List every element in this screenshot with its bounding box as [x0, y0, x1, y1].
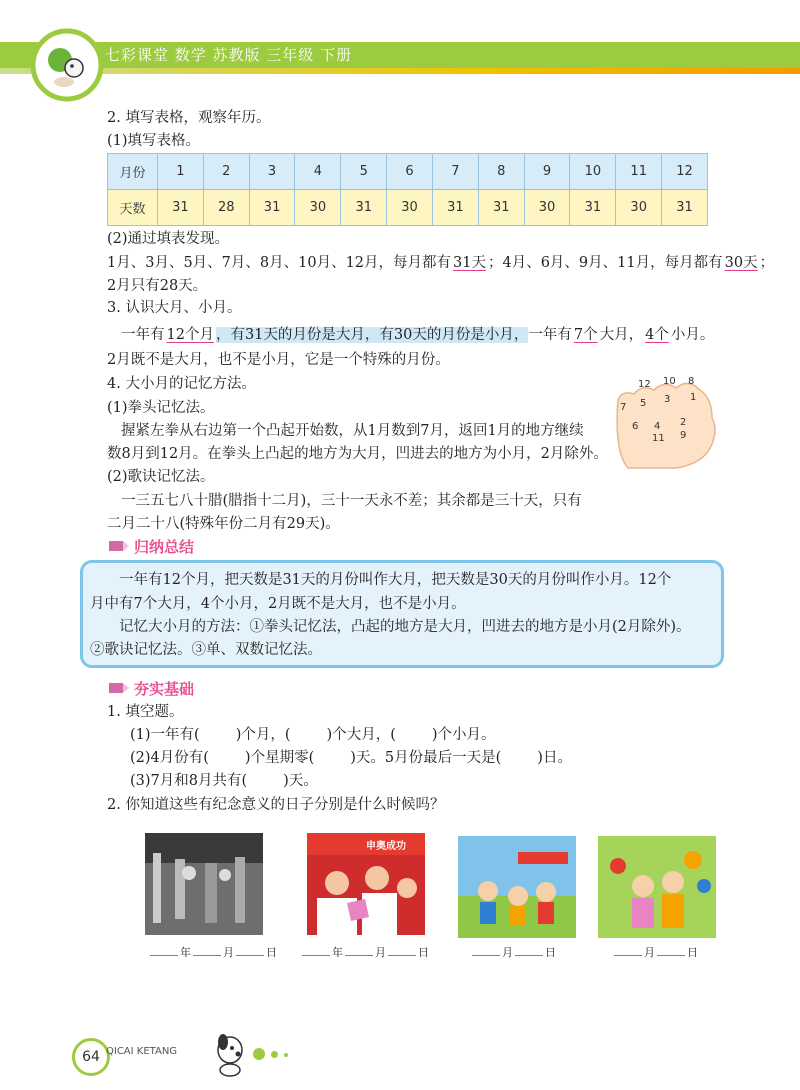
section2-heading: 2. 填写表格，观察年历。	[107, 110, 271, 126]
date-unit: 月	[644, 946, 655, 959]
summary-line: ②歌诀记忆法。③单、双数记忆法。	[90, 642, 322, 658]
date-unit: 月	[375, 946, 386, 959]
date-answer-2[interactable]	[300, 944, 429, 960]
answer-blank: 12个月	[166, 327, 214, 343]
table-cell: 7	[432, 154, 478, 190]
hand-number: 2	[680, 417, 687, 428]
photo-founding-ceremony	[145, 833, 263, 935]
table-row	[108, 154, 708, 190]
question-2: 2. 你知道这些有纪念意义的日子分别是什么时候吗？	[107, 797, 445, 813]
para-text: 一年有	[528, 327, 572, 343]
date-unit: 月	[502, 946, 513, 959]
table-cell: 31	[158, 190, 204, 226]
pencil-icon	[108, 540, 130, 552]
hand-number: 11	[652, 433, 665, 444]
table-cell: 6	[387, 154, 433, 190]
date-unit: 日	[545, 946, 556, 959]
table-cell: 10	[570, 154, 616, 190]
question-text: )个小月。	[431, 727, 496, 743]
question-1: 1. 填空题。	[107, 704, 184, 720]
answer-blank[interactable]	[515, 955, 543, 956]
section4-heading: 4. 大小月的记忆方法。	[107, 376, 256, 392]
question-text: )个大月，(	[326, 727, 396, 743]
question-text: (1)一年有(	[130, 727, 200, 743]
answer-blank[interactable]	[236, 955, 264, 956]
answer-blank[interactable]	[472, 955, 500, 956]
summary-line: 记忆大小月的方法：①拳头记忆法，凸起的地方是大月，凹进去的地方是小月(2月除外)。	[119, 619, 691, 635]
para-text: 大月，	[599, 327, 644, 343]
table-header-month: 月份	[108, 154, 158, 190]
date-unit: 日	[687, 946, 698, 959]
question-text: (3)7月和8月共有(	[130, 773, 248, 789]
hand-number: 8	[688, 376, 695, 387]
summary-title: 归纳总结	[134, 538, 195, 556]
table-cell: 30	[616, 190, 662, 226]
practice-title: 夯实基础	[134, 680, 195, 698]
finding-text: 1月、3月、5月、7月、8月、10月、12月，每月都有	[107, 255, 452, 271]
dog-mascot-icon	[210, 1032, 250, 1078]
question-text: )个星期零(	[244, 750, 315, 766]
pencil-icon	[108, 682, 130, 694]
table-cell: 12	[662, 154, 708, 190]
section4-para2: 数8月到12月。在拳头上凸起的地方为大月，凹进去的地方为小月，2月除外。	[107, 446, 608, 462]
answer-blank[interactable]	[193, 955, 221, 956]
footer-brand: QICAI KETANG	[106, 1046, 178, 1057]
table-cell: 30	[295, 190, 341, 226]
question-text: )天。5月份最后一天是(	[350, 750, 502, 766]
table-cell: 1	[158, 154, 204, 190]
table-cell: 31	[249, 190, 295, 226]
answer-blank[interactable]	[302, 955, 330, 956]
hand-number: 6	[632, 421, 639, 432]
answer-blank: 31天	[453, 255, 486, 271]
question-text: )日。	[537, 750, 572, 766]
hand-number: 12	[638, 379, 651, 390]
section2-sub2: (2)通过填表发现。	[107, 231, 230, 247]
question-text: )个月，(	[235, 727, 291, 743]
date-answer-4[interactable]	[612, 944, 698, 960]
date-unit: 日	[266, 946, 277, 959]
question-text: )天。	[283, 773, 318, 789]
table-cell: 28	[203, 190, 249, 226]
section4-sub1: (1)拳头记忆法。	[107, 400, 215, 416]
date-unit: 年	[180, 946, 191, 959]
section4-para4: 二月二十八(特殊年份二月有29天)。	[107, 516, 340, 532]
photo-childrens-day-cartoon	[598, 836, 716, 938]
table-cell: 31	[570, 190, 616, 226]
header-stripe	[0, 68, 800, 74]
hand-number: 7	[620, 402, 627, 413]
date-answer-1[interactable]	[148, 944, 277, 960]
answer-blank: 4个	[645, 327, 669, 343]
summary-line: 一年有12个月，把天数是31天的月份叫作大月，把天数是30天的月份叫作小月。12个	[119, 572, 672, 588]
finding-line-2: 2月只有28天。	[107, 278, 208, 294]
table-header-days: 天数	[108, 190, 158, 226]
hand-number: 4	[654, 421, 661, 432]
finding-text: ；4月、6月、9月、11月，每月都有	[487, 255, 723, 271]
table-cell: 30	[524, 190, 570, 226]
answer-blank: 7个	[573, 327, 598, 343]
hand-number: 3	[664, 394, 671, 405]
answer-blank[interactable]	[150, 955, 178, 956]
highlight-text: ，有31天的月份是大月，有30天的月份是小月，	[215, 327, 529, 343]
finding-line	[107, 253, 774, 273]
table-cell: 31	[478, 190, 524, 226]
hand-number: 1	[690, 392, 697, 403]
para-text: 一年有	[121, 327, 165, 343]
section3-para1	[121, 325, 714, 345]
table-cell: 31	[341, 190, 387, 226]
hand-number: 10	[663, 376, 676, 387]
table-cell: 11	[616, 154, 662, 190]
months-table	[107, 153, 708, 226]
answer-blank[interactable]	[614, 955, 642, 956]
table-cell: 30	[387, 190, 433, 226]
table-cell: 5	[341, 154, 387, 190]
hand-number: 5	[640, 398, 647, 409]
mascot-logo-icon	[30, 28, 104, 102]
table-cell: 8	[478, 154, 524, 190]
table-cell: 2	[203, 154, 249, 190]
photo-banner-text: 申奥成功	[366, 841, 406, 852]
answer-blank: 30天	[724, 255, 758, 271]
date-answer-3[interactable]	[470, 944, 556, 960]
photo-teachers-day-cartoon	[458, 836, 576, 938]
answer-blank[interactable]	[388, 955, 416, 956]
dot	[253, 1048, 265, 1060]
table-cell: 4	[295, 154, 341, 190]
para-text: 小月。	[670, 327, 715, 343]
question-1-3	[130, 771, 318, 791]
table-cell: 31	[432, 190, 478, 226]
table-cell: 9	[524, 154, 570, 190]
page-number: 64	[72, 1038, 110, 1076]
question-1-1	[130, 725, 496, 745]
date-unit: 年	[332, 946, 343, 959]
section3-para2: 2月既不是大月，也不是小月，它是一个特殊的月份。	[107, 352, 450, 368]
section4-para3: 一三五七八十腊(腊指十二月)，三十一天永不差；其余都是三十天，只有	[121, 493, 582, 509]
question-text: (2)4月份有(	[130, 750, 209, 766]
question-1-2	[130, 748, 572, 768]
section2-sub1: (1)填写表格。	[107, 133, 201, 149]
section4-para1: 握紧左拳从右边第一个凸起开始数，从1月数到7月，返回1月的地方继续	[121, 423, 584, 439]
hand-number: 9	[680, 430, 687, 441]
fist-illustration	[608, 372, 728, 472]
table-row	[108, 190, 708, 226]
date-unit: 日	[418, 946, 429, 959]
section3-heading: 3. 认识大月、小月。	[107, 300, 242, 316]
header-title: 七彩课堂 数学 苏教版 三年级 下册	[105, 46, 353, 64]
dot	[271, 1051, 278, 1058]
answer-blank[interactable]	[657, 955, 685, 956]
dot	[284, 1053, 288, 1057]
section4-sub2: (2)歌诀记忆法。	[107, 469, 215, 485]
answer-blank[interactable]	[345, 955, 373, 956]
date-unit: 月	[223, 946, 234, 959]
finding-text: ；	[759, 255, 775, 271]
table-cell: 31	[662, 190, 708, 226]
table-cell: 3	[249, 154, 295, 190]
summary-line: 月中有7个大月，4个小月，2月既不是大月，也不是小月。	[90, 596, 466, 612]
